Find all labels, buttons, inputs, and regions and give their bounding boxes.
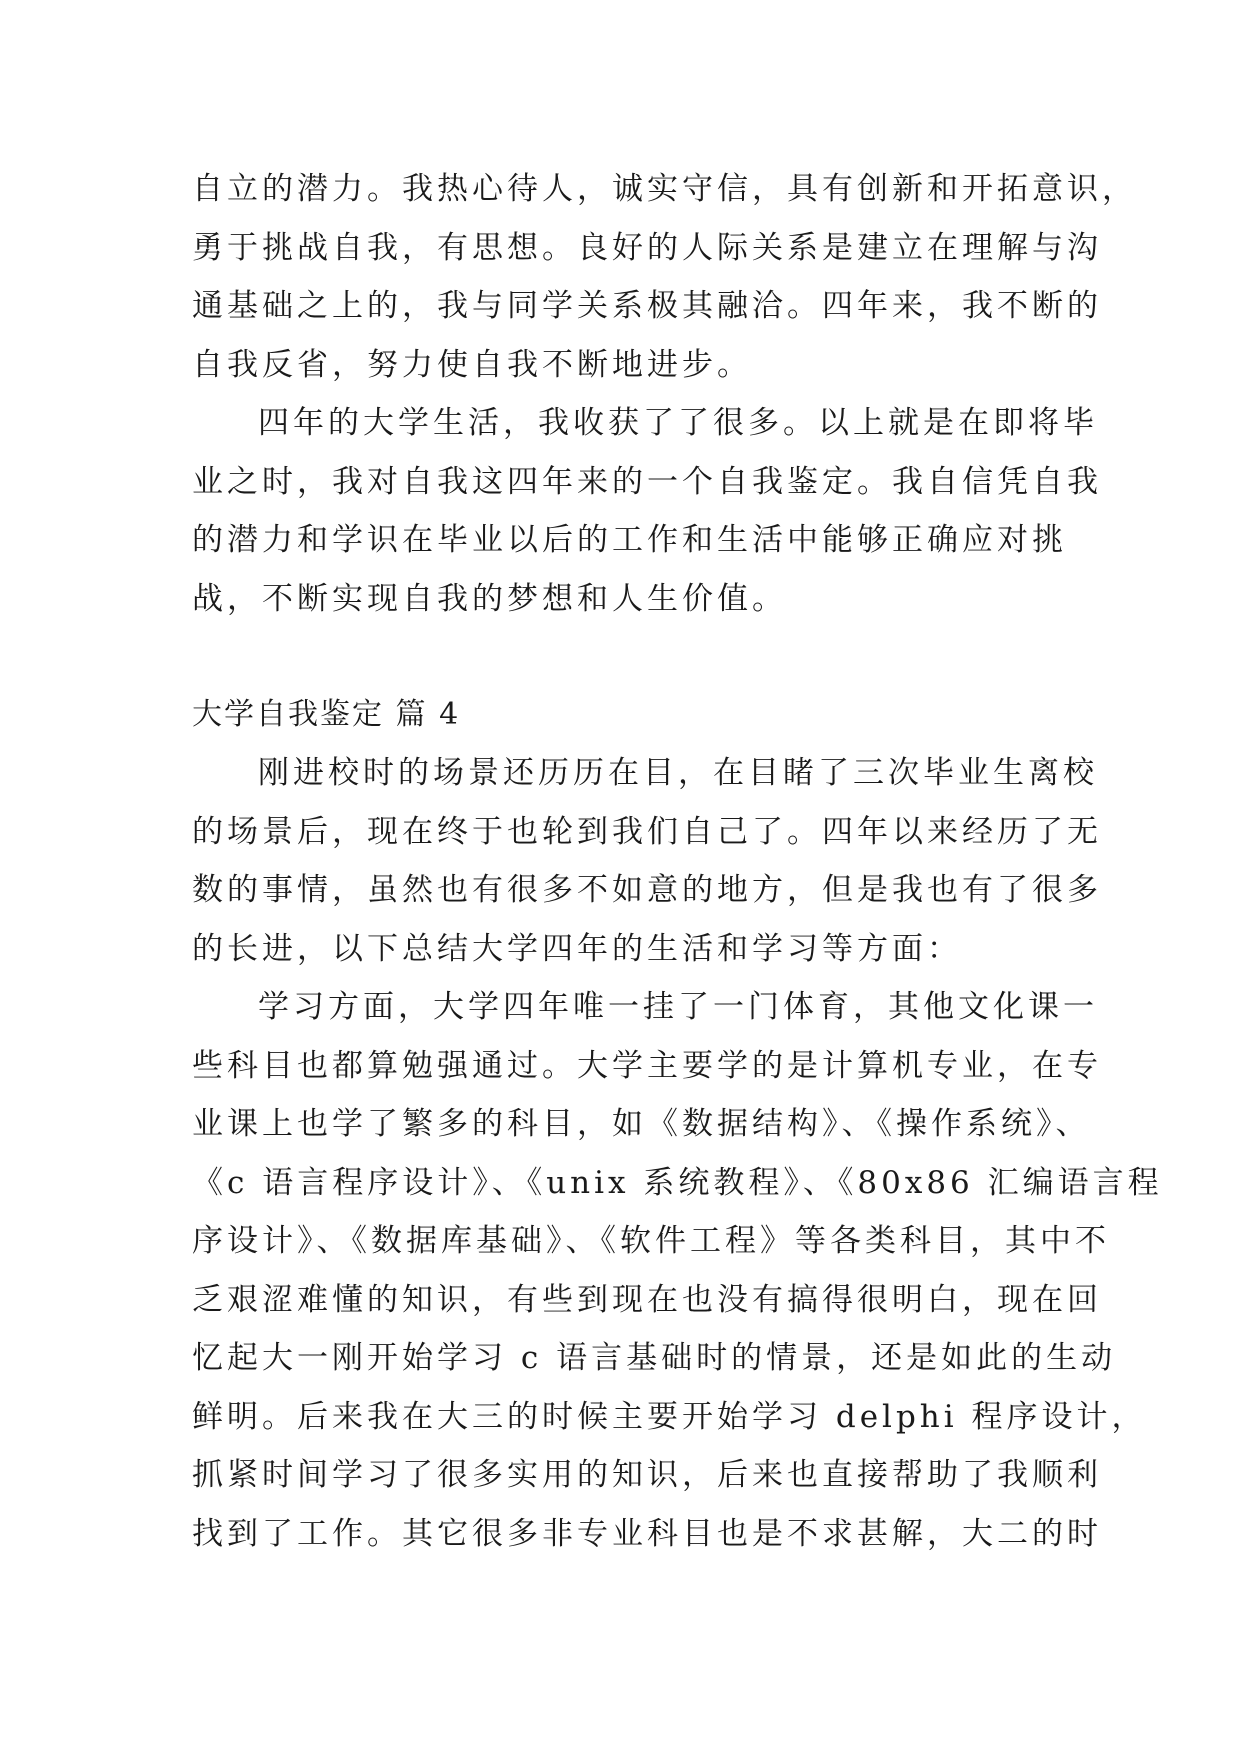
paragraph-line: 战，不断实现自我的梦想和人生价值。: [192, 580, 787, 617]
paragraph-4: [192, 978, 1163, 1563]
paragraph-line: 勇于挑战自我，有思想。良好的人际关系是建立在理解与沟: [192, 229, 1102, 266]
paragraph-line: 自立的潜力。我热心待人，诚实守信，具有创新和开拓意识，: [192, 171, 1137, 207]
paragraph-line: 忆起大一刚开始学习 c 语言基础时的情景，还是如此的生动: [192, 1340, 1117, 1376]
paragraph-line: 乏艰涩难懂的知识，有些到现在也没有搞得很明白，现在回: [192, 1281, 1102, 1318]
paragraph-line: 的潜力和学识在毕业以后的工作和生活中能够正确应对挑: [192, 522, 1067, 558]
paragraph-line: 序设计》、《数据库基础》、《软件工程》等各类科目，其中不: [192, 1223, 1110, 1259]
paragraph-line: 找到了工作。其它很多非专业科目也是不求甚解，大二的时: [192, 1515, 1102, 1552]
paragraph-line: 鲜明。后来我在大三的时候主要开始学习 delphi 程序设计，: [192, 1398, 1147, 1435]
paragraph-3: [192, 744, 1102, 978]
paragraph-line: 的场景后，现在终于也轮到我们自己了。四年以来经历了无: [192, 813, 1102, 850]
paragraph-line: 数的事情，虽然也有很多不如意的地方，但是我也有了很多: [192, 872, 1102, 908]
paragraph-line: 抓紧时间学习了很多实用的知识，后来也直接帮助了我顺利: [192, 1457, 1102, 1493]
paragraph-line: 通基础之上的，我与同学关系极其融洽。四年来，我不断的: [192, 288, 1102, 324]
paragraph-2: [192, 394, 1102, 628]
paragraph-line: 些科目也都算勉强通过。大学主要学的是计算机专业，在专: [192, 1047, 1102, 1084]
paragraph-line: 业之时，我对自我这四年来的一个自我鉴定。我自信凭自我: [192, 463, 1102, 500]
paragraph-line: 刚进校时的场景还历历在目，在目睹了三次毕业生离校: [258, 755, 1098, 791]
paragraph-1: [192, 160, 1137, 394]
paragraph-line: 学习方面，大学四年唯一挂了一门体育，其他文化课一: [258, 989, 1098, 1025]
paragraph-line: 业课上也学了繁多的科目，如《数据结构》、《操作系统》、: [192, 1106, 1091, 1142]
paragraph-line: 自我反省，努力使自我不断地进步。: [192, 346, 752, 383]
section-heading: 大学自我鉴定 篇 4: [192, 697, 461, 732]
paragraph-line: 的长进，以下总结大学四年的生活和学习等方面：: [192, 930, 962, 967]
paragraph-line: 《c 语言程序设计》、《unix 系统教程》、《80x86 汇编语言程: [192, 1164, 1163, 1201]
paragraph-line: 四年的大学生活，我收获了了很多。以上就是在即将毕: [258, 405, 1098, 441]
